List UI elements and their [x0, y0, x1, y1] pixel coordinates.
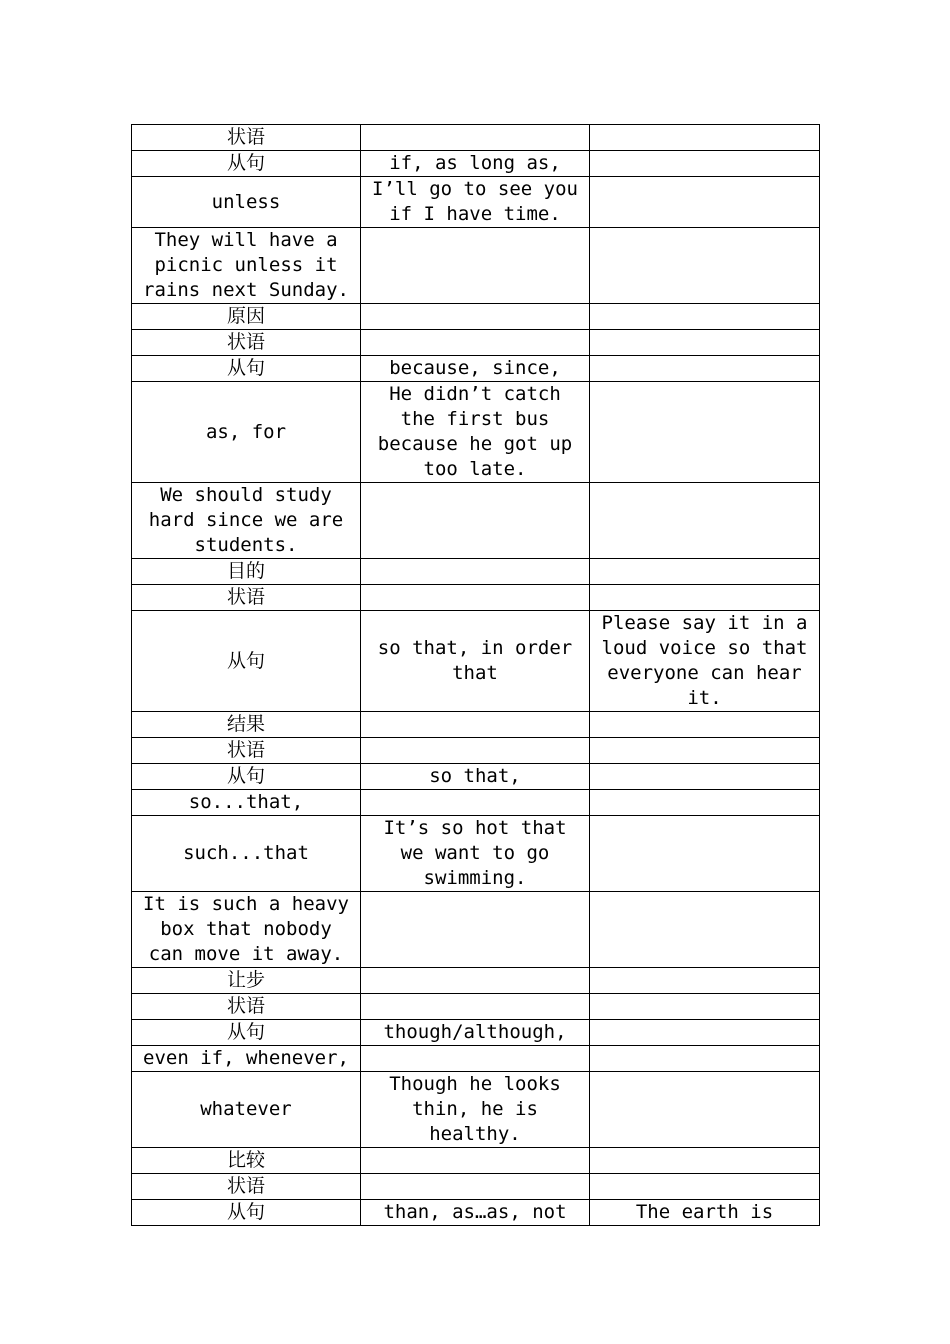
table-cell: 让步 — [132, 968, 361, 994]
table-cell — [361, 304, 590, 330]
table-cell — [590, 559, 820, 585]
table-row — [132, 994, 820, 1020]
table-row — [132, 712, 820, 738]
table-cell — [590, 125, 820, 151]
table-cell — [361, 1174, 590, 1200]
table-cell — [590, 483, 820, 559]
table-cell: 从句 — [132, 356, 361, 382]
table-cell — [361, 994, 590, 1020]
table-row — [132, 611, 820, 712]
table-cell: It’s so hot that we want to go swimming. — [361, 816, 590, 892]
table-cell: 从句 — [132, 151, 361, 177]
table-row — [132, 382, 820, 483]
table-cell: He didn’t catch the first bus because he got up too late. — [361, 382, 590, 483]
table-cell — [361, 790, 590, 816]
table-row — [132, 125, 820, 151]
table-cell — [590, 968, 820, 994]
table-cell — [590, 304, 820, 330]
table-row — [132, 968, 820, 994]
table-cell — [590, 330, 820, 356]
table-cell — [361, 892, 590, 968]
table-row — [132, 892, 820, 968]
table-row — [132, 356, 820, 382]
table-row — [132, 151, 820, 177]
table-cell — [590, 764, 820, 790]
table-cell — [361, 559, 590, 585]
table-cell — [361, 1148, 590, 1174]
table-row — [132, 790, 820, 816]
table-cell — [590, 1072, 820, 1148]
table-row — [132, 1174, 820, 1200]
table-cell: unless — [132, 177, 361, 228]
table-cell: They will have a picnic unless it rains next Sunday. — [132, 228, 361, 304]
table-cell: if, as long as, — [361, 151, 590, 177]
table-cell — [590, 585, 820, 611]
table-cell — [590, 994, 820, 1020]
table-cell: 状语 — [132, 330, 361, 356]
table-cell: 从句 — [132, 764, 361, 790]
table-cell — [361, 228, 590, 304]
table-row — [132, 330, 820, 356]
table-cell: 从句 — [132, 611, 361, 712]
table-row — [132, 228, 820, 304]
table-cell — [590, 892, 820, 968]
table-cell — [361, 1046, 590, 1072]
table-cell: such...that — [132, 816, 361, 892]
table-cell — [590, 228, 820, 304]
table-cell: 状语 — [132, 994, 361, 1020]
table-cell — [590, 177, 820, 228]
table-cell — [361, 738, 590, 764]
table-cell: 比较 — [132, 1148, 361, 1174]
table-cell: even if, whenever, — [132, 1046, 361, 1072]
table-cell — [361, 585, 590, 611]
table-cell: 结果 — [132, 712, 361, 738]
table-row — [132, 304, 820, 330]
table-cell: The earth is — [590, 1200, 820, 1226]
table-cell — [590, 1174, 820, 1200]
table-cell — [590, 151, 820, 177]
table-cell: Though he looks thin, he is healthy. — [361, 1072, 590, 1148]
table-row — [132, 1148, 820, 1174]
table-cell: 状语 — [132, 125, 361, 151]
table-cell: so that, — [361, 764, 590, 790]
table-cell: 从句 — [132, 1020, 361, 1046]
table-cell — [590, 1046, 820, 1072]
table-cell — [590, 382, 820, 483]
table-cell — [361, 712, 590, 738]
table-cell — [590, 1020, 820, 1046]
table-cell: whatever — [132, 1072, 361, 1148]
table-cell — [361, 330, 590, 356]
table-row — [132, 816, 820, 892]
table-cell: 状语 — [132, 1174, 361, 1200]
table-row — [132, 177, 820, 228]
table-row — [132, 1200, 820, 1226]
table-cell: 状语 — [132, 585, 361, 611]
table-row — [132, 1046, 820, 1072]
table-row — [132, 559, 820, 585]
table-cell — [361, 125, 590, 151]
table-cell: It is such a heavy box that nobody can move it away. — [132, 892, 361, 968]
table-cell — [361, 968, 590, 994]
table-cell — [590, 356, 820, 382]
table-cell: 从句 — [132, 1200, 361, 1226]
table-row — [132, 764, 820, 790]
table-row — [132, 738, 820, 764]
table-cell: so...that, — [132, 790, 361, 816]
table-cell — [590, 1148, 820, 1174]
table-cell — [590, 790, 820, 816]
table-cell: so that, in order that — [361, 611, 590, 712]
table-cell: than, as…as, not — [361, 1200, 590, 1226]
table-row — [132, 483, 820, 559]
table-row — [132, 1072, 820, 1148]
table-cell: as, for — [132, 382, 361, 483]
table-cell — [590, 738, 820, 764]
table-row — [132, 1020, 820, 1046]
table-cell: I’ll go to see you if I have time. — [361, 177, 590, 228]
table-cell: We should study hard since we are students. — [132, 483, 361, 559]
table-cell: 目的 — [132, 559, 361, 585]
table-cell: 原因 — [132, 304, 361, 330]
table-cell — [590, 712, 820, 738]
table-cell: 状语 — [132, 738, 361, 764]
adverbial-clause-table — [131, 124, 820, 1226]
table-cell — [361, 483, 590, 559]
table-row — [132, 585, 820, 611]
table-cell: because, since, — [361, 356, 590, 382]
table-cell: though/although, — [361, 1020, 590, 1046]
table-cell — [590, 816, 820, 892]
table-cell: Please say it in a loud voice so that everyone can hear it. — [590, 611, 820, 712]
